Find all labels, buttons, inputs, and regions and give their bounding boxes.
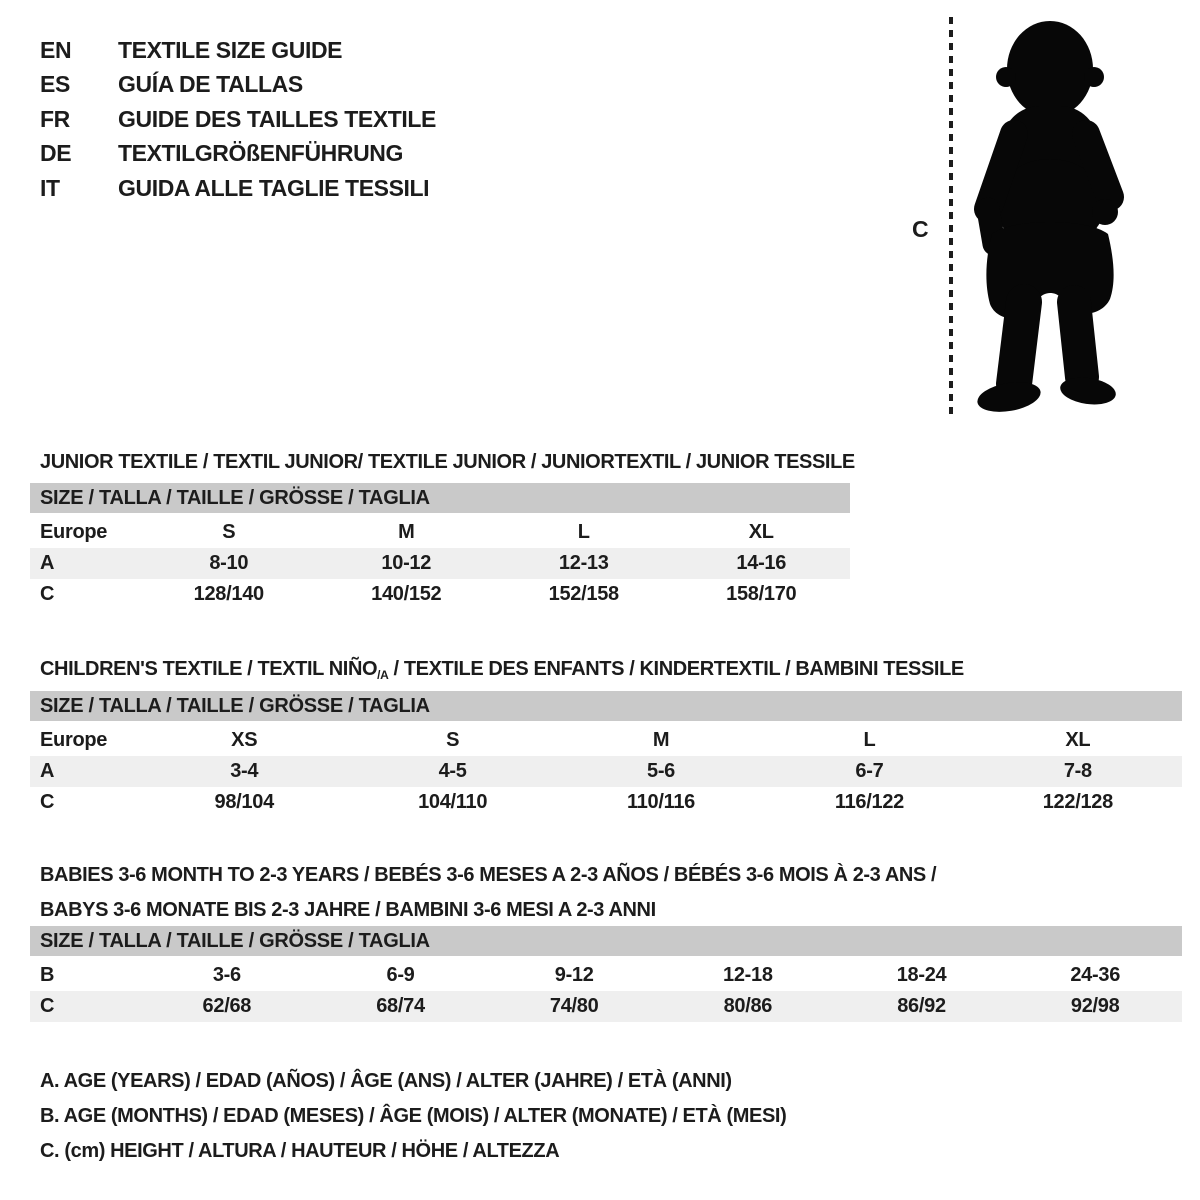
table-row-europe [30,725,1182,756]
table-cell: S [222,521,236,543]
language-row-fr [40,102,436,137]
table-cell: 86/92 [897,995,946,1017]
language-row-en [40,33,436,68]
babies-section-title-line2: BABYS 3-6 MONATE BIS 2-3 JAHRE / BAMBINI 3-6 MESI A 2-3 ANNI [40,898,656,921]
legend-line-age-months: B. AGE (MONTHS) / EDAD (MESES) / ÂGE (MOIS) / ALTER (MONATE) / ETÀ (MESI) [40,1105,787,1127]
guide-title: GUÍA DE TALLAS [118,71,303,98]
size-header-label: SIZE / TALLA / TAILLE / GRÖSSE / TAGLIA [40,694,430,717]
table-cell: 104/110 [418,791,488,813]
table-cell: 122/128 [1042,791,1113,813]
table-cell: 3-6 [212,964,241,986]
table-cell: 98/104 [214,791,274,813]
language-code: EN [40,36,72,63]
table-cell: 110/116 [627,791,696,813]
height-measure-label: C [912,216,929,242]
table-cell: 24-36 [1070,964,1121,986]
junior-section-title: JUNIOR TEXTILE / TEXTIL JUNIOR/ TEXTILE JUNIOR / JUNIORTEXTIL / JUNIOR TESSILE [40,450,855,473]
language-code: IT [40,174,60,201]
children-title-prefix: CHILDREN'S TEXTILE / TEXTIL NIÑO [40,657,378,680]
babies-size-table [30,926,1182,1022]
row-label: B [40,964,55,986]
table-cell: 62/68 [202,995,252,1017]
row-label: C [40,791,55,813]
junior-size-table [30,483,850,610]
table-cell: 6-7 [855,760,884,782]
table-row-height [30,991,1182,1022]
row-label: C [40,995,55,1017]
row-label: A [40,760,55,782]
table-cell: 152/158 [548,583,619,605]
language-title-list [40,33,436,206]
table-row-height [30,787,1182,818]
size-header-row [30,926,1182,956]
size-header-label: SIZE / TALLA / TAILLE / GRÖSSE / TAGLIA [40,486,430,509]
table-row-europe [30,517,850,548]
guide-title: GUIDE DES TAILLES TEXTILE [118,105,436,132]
guide-title: TEXTILGRÖßENFÜHRUNG [118,140,403,167]
table-cell: 140/152 [371,583,442,605]
children-title-suffix: / TEXTILE DES ENFANTS / KINDERTEXTIL / BAMBINI TESSILE [388,657,964,680]
table-cell: 4-5 [438,760,467,782]
row-label: Europe [40,521,108,543]
language-code: ES [40,71,70,98]
table-row-age-months [30,960,1182,991]
table-cell: 6-9 [386,964,415,986]
language-row-it [40,171,436,206]
table-cell: XS [231,729,258,751]
table-cell: 128/140 [193,583,264,605]
table-cell: 18-24 [896,964,947,986]
table-cell: 3-4 [230,760,259,782]
table-row-age-years [30,756,1182,787]
table-row-age-years [30,548,850,579]
guide-title: TEXTILE SIZE GUIDE [118,36,343,63]
table-cell: 5-6 [647,760,676,782]
children-section-title [40,658,964,682]
row-label: Europe [40,729,108,751]
size-header-row [30,691,1182,721]
table-cell: 92/98 [1070,995,1120,1017]
table-cell: L [577,521,590,543]
table-cell: 10-12 [381,552,432,574]
table-cell: XL [748,521,774,543]
legend-line-height: C. (cm) HEIGHT / ALTURA / HAUTEUR / HÖHE / ALTEZZA [40,1140,560,1162]
row-label: C [40,583,55,605]
children-title-sub: /A [377,667,389,682]
table-cell: XL [1065,729,1091,751]
table-cell: M [652,729,670,751]
table-cell: 12-13 [558,552,609,574]
language-row-es [40,68,436,103]
table-cell: 116/122 [834,791,904,813]
height-measure-line [947,17,955,419]
table-cell: 68/74 [376,995,425,1017]
babies-section-title-line1: BABIES 3-6 MONTH TO 2-3 YEARS / BEBÉS 3-6 MESES A 2-3 AÑOS / BÉBÉS 3-6 MOIS À 2-3 ANS / [40,863,937,886]
language-code: DE [40,140,72,167]
table-cell: 8-10 [209,552,249,574]
table-cell: 14-16 [736,552,787,574]
language-code: FR [40,105,70,132]
language-row-de [40,137,436,172]
children-size-table [30,691,1182,818]
size-header-row [30,483,850,513]
table-cell: S [446,729,460,751]
guide-title: GUIDA ALLE TAGLIE TESSILI [118,174,430,201]
legend-line-age-years: A. AGE (YEARS) / EDAD (AÑOS) / ÂGE (ANS) / ALTER (JAHRE) / ETÀ (ANNI) [40,1070,732,1092]
size-header-label: SIZE / TALLA / TAILLE / GRÖSSE / TAGLIA [40,929,430,952]
table-cell: 9-12 [554,964,594,986]
table-cell: 80/86 [723,995,773,1017]
table-cell: 158/170 [726,583,797,605]
table-cell: L [863,729,876,751]
table-cell: 74/80 [549,995,599,1017]
toddler-silhouette-icon [962,14,1137,419]
table-cell: M [398,521,415,543]
row-label: A [40,552,55,574]
table-cell: 7-8 [1063,760,1092,782]
table-row-height [30,579,850,610]
table-cell: 12-18 [723,964,773,986]
